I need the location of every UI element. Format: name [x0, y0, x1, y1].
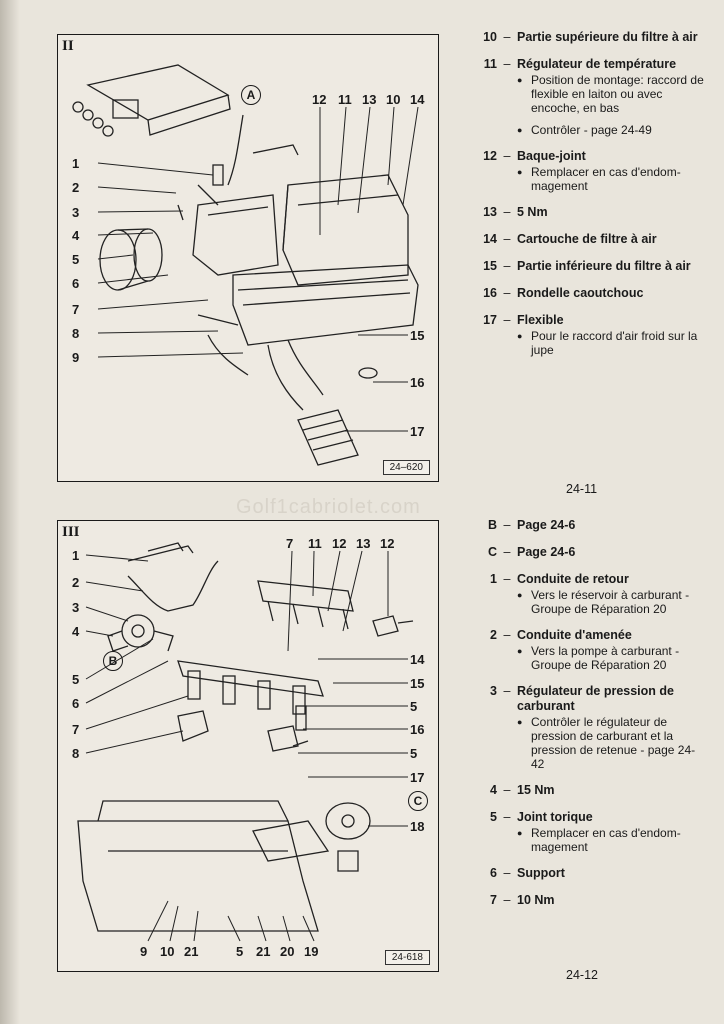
page-binding-shadow — [0, 0, 20, 1024]
callout-3: 3 — [72, 205, 80, 220]
legend-item-number: 11 — [483, 57, 497, 71]
callout-14: 14 — [410, 652, 425, 667]
callout-14: 14 — [410, 92, 425, 107]
legend-fuel-injection — [467, 518, 707, 920]
callout-5-right: 5 — [410, 699, 418, 714]
legend-dash: – — [503, 518, 511, 532]
callout-4: 4 — [72, 624, 80, 639]
legend-dash: – — [503, 628, 511, 642]
legend-item-body — [517, 205, 707, 220]
callout-3: 3 — [72, 600, 80, 615]
legend-item-title: 10 Nm — [517, 893, 555, 907]
legend-item — [467, 259, 707, 274]
callout-13-top: 13 — [356, 536, 371, 551]
legend-item-number: 7 — [490, 893, 497, 907]
callout-9: 9 — [140, 944, 148, 959]
legend-dash: – — [503, 30, 511, 44]
callout-11-top: 11 — [308, 536, 322, 551]
legend-dash: – — [503, 545, 511, 559]
callout-6: 6 — [72, 696, 80, 711]
legend-item-title: Conduite de retour — [517, 572, 629, 586]
legend-item-title: Rondelle caoutchouc — [517, 286, 644, 300]
legend-item-number: 1 — [490, 572, 497, 586]
legend-dash: – — [503, 866, 511, 880]
figure-code: 24–620 — [383, 460, 430, 475]
legend-item — [467, 232, 707, 247]
legend-item-title: Régulateur de pression de carburant — [517, 684, 674, 713]
legend-item-title: Flexible — [517, 313, 564, 327]
legend-item-title: Page 24-6 — [517, 545, 576, 559]
reference-circle-c: C — [408, 791, 428, 811]
legend-item-body — [517, 628, 707, 672]
legend-item — [467, 572, 707, 616]
callout-15: 15 — [410, 676, 425, 691]
legend-item-number: 4 — [490, 783, 497, 797]
legend-item-body — [517, 313, 707, 357]
legend-item-body — [517, 684, 707, 771]
watermark: Golf1cabriolet.com — [236, 496, 421, 518]
callout-9: 9 — [72, 350, 80, 365]
legend-item-body — [517, 259, 707, 274]
legend-dash: – — [503, 572, 511, 586]
legend-dash: – — [503, 313, 511, 327]
reference-circle-a: A — [241, 85, 261, 105]
legend-item-note: ● Vers le réservoir à carburant - Groupe de Réparation 20 — [517, 588, 707, 616]
legend-item-title: Cartouche de filtre à air — [517, 232, 657, 246]
legend-item-body — [517, 286, 707, 301]
legend-item-note: ● Vers la pompe à carburant - Groupe de Réparation 20 — [517, 644, 707, 672]
legend-item-body — [517, 783, 707, 798]
pressure-regulator-body — [122, 615, 154, 647]
legend-dash: – — [503, 783, 511, 797]
legend-item-number: 2 — [490, 628, 497, 642]
legend-item — [467, 313, 707, 357]
legend-item-body — [517, 866, 707, 881]
callout-19: 19 — [304, 944, 319, 959]
legend-item — [467, 810, 707, 854]
legend-item-number: 5 — [490, 810, 497, 824]
legend-item-title: Partie inférieure du filtre à air — [517, 259, 691, 273]
callout-20: 20 — [280, 944, 295, 959]
legend-item-number: 13 — [483, 205, 497, 219]
legend-item — [467, 518, 707, 533]
legend-air-filter — [467, 30, 707, 369]
legend-item — [467, 30, 707, 45]
legend-item-body — [517, 810, 707, 854]
legend-item-title: Page 24-6 — [517, 518, 576, 532]
legend-item-title: 5 Nm — [517, 205, 548, 219]
page-number-bottom: 24-12 — [566, 968, 598, 982]
callout-11: 11 — [338, 92, 352, 107]
figure-number: III — [62, 524, 80, 540]
legend-dash: – — [503, 57, 511, 71]
figure-fuel-injection — [57, 520, 439, 972]
legend-item-title: Joint torique — [517, 810, 593, 824]
legend-item — [467, 684, 707, 771]
callout-12: 12 — [312, 92, 327, 107]
legend-item — [467, 628, 707, 672]
callout-2: 2 — [72, 575, 80, 590]
legend-item-note: ● Position de montage: raccord de flexible en laiton ou avec encoche, en bas — [517, 73, 707, 115]
callout-15: 15 — [410, 328, 425, 343]
legend-item-body — [517, 149, 707, 193]
legend-item-title: Régulateur de température — [517, 57, 677, 71]
legend-dash: – — [503, 684, 511, 698]
legend-item-note: ● Contrôler - page 24-49 — [517, 123, 707, 137]
legend-item — [467, 286, 707, 301]
callout-8: 8 — [72, 746, 80, 761]
callout-17: 17 — [410, 770, 425, 785]
legend-item — [467, 783, 707, 798]
callout-7-top: 7 — [286, 536, 294, 551]
callout-12-top-right: 12 — [380, 536, 395, 551]
legend-item-body — [517, 57, 707, 137]
legend-dash: – — [503, 810, 511, 824]
legend-item-body — [517, 232, 707, 247]
reference-circle-b: B — [103, 651, 123, 671]
legend-item-note: ● Contrôler le régulateur de pression de carburant et la pression de retenue - page 24-42 — [517, 715, 707, 771]
legend-item-body — [517, 893, 707, 908]
legend-item-title: Conduite d'amenée — [517, 628, 632, 642]
legend-item-number: 10 — [483, 30, 497, 44]
figure-air-filter — [57, 34, 439, 482]
legend-item — [467, 545, 707, 560]
wiring-harness — [258, 581, 353, 611]
callout-16: 16 — [410, 722, 425, 737]
callout-8: 8 — [72, 326, 80, 341]
callout-21-bottom: 21 — [256, 944, 271, 959]
callout-10: 10 — [386, 92, 401, 107]
callout-18: 18 — [410, 819, 425, 834]
legend-item-note: ● Remplacer en cas d'endom-magement — [517, 826, 707, 854]
callout-1: 1 — [72, 156, 80, 171]
callout-10: 10 — [160, 944, 175, 959]
legend-dash: – — [503, 893, 511, 907]
callout-5-right-lower: 5 — [410, 746, 418, 761]
legend-dash: – — [503, 259, 511, 273]
legend-item-number: C — [487, 545, 497, 559]
legend-item-title: Baque-joint — [517, 149, 586, 163]
legend-item-number: 14 — [483, 232, 497, 246]
callout-5-bottom: 5 — [236, 944, 244, 959]
legend-item-body — [517, 545, 707, 560]
page-number-top: 24-11 — [566, 482, 598, 496]
legend-item-number: 17 — [483, 313, 497, 327]
legend-item — [467, 866, 707, 881]
callout-5: 5 — [72, 672, 80, 687]
legend-item-number: B — [487, 518, 497, 532]
callout-12-top: 12 — [332, 536, 347, 551]
callout-21: 21 — [184, 944, 199, 959]
legend-item-number: 3 — [490, 684, 497, 698]
fuel-rail-exploded-drawing — [58, 521, 438, 971]
legend-dash: – — [503, 286, 511, 300]
legend-item-body — [517, 30, 707, 45]
legend-item — [467, 205, 707, 220]
legend-item-title: 15 Nm — [517, 783, 555, 797]
legend-item-body — [517, 572, 707, 616]
callout-7: 7 — [72, 722, 80, 737]
legend-item-number: 15 — [483, 259, 497, 273]
legend-item-number: 6 — [490, 866, 497, 880]
callout-16: 16 — [410, 375, 425, 390]
legend-item-note: ● Remplacer en cas d'endom-magement — [517, 165, 707, 193]
legend-item-number: 16 — [483, 286, 497, 300]
legend-dash: – — [503, 232, 511, 246]
callout-1: 1 — [72, 548, 80, 563]
legend-item-title: Partie supérieure du filtre à air — [517, 30, 698, 44]
figure-number: II — [62, 38, 74, 54]
legend-item — [467, 57, 707, 137]
callout-6: 6 — [72, 276, 80, 291]
callout-17: 17 — [410, 424, 425, 439]
legend-item — [467, 893, 707, 908]
callout-4: 4 — [72, 228, 80, 243]
legend-item-note: ● Pour le raccord d'air froid sur la jupe — [517, 329, 707, 357]
legend-item-title: Support — [517, 866, 565, 880]
legend-dash: – — [503, 205, 511, 219]
callout-7: 7 — [72, 302, 80, 317]
callout-13: 13 — [362, 92, 377, 107]
legend-item-body — [517, 518, 707, 533]
legend-item — [467, 149, 707, 193]
figure-code: 24-618 — [385, 950, 430, 965]
callout-2: 2 — [72, 180, 80, 195]
legend-item-number: 12 — [483, 149, 497, 163]
connector-inset-outline — [88, 65, 228, 120]
legend-dash: – — [503, 149, 511, 163]
callout-5: 5 — [72, 252, 80, 267]
